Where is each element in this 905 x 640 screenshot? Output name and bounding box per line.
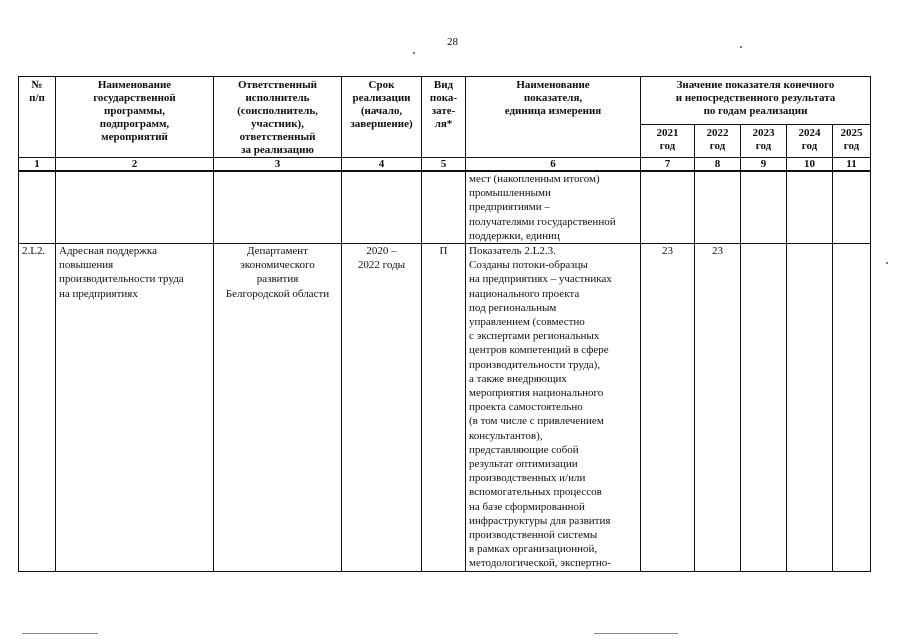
cell-value-2022 (695, 171, 741, 244)
table-row (19, 244, 871, 572)
cell-num: 2.L2. (19, 244, 56, 572)
cell-indicator-name: мест (накопленным итогом) промышленными предприятиями – получателями государственной поддержки, единиц (466, 171, 641, 244)
header-num: № п/п (19, 77, 56, 158)
cell-num (19, 171, 56, 244)
bottom-rule-right (594, 633, 678, 634)
cell-value-2025 (833, 244, 871, 572)
cell-term: 2020 – 2022 годы (342, 244, 422, 572)
cell-value-2022: 23 (695, 244, 741, 572)
cell-indicator-type (422, 171, 466, 244)
cell-value-2021: 23 (641, 244, 695, 572)
header-year-2025: 2025 год (833, 124, 871, 157)
column-number: 6 (466, 158, 641, 172)
column-number: 4 (342, 158, 422, 172)
header-values-group: Значение показателя конечного и непосредственного результата по годам реализации (641, 77, 871, 125)
header-year-2021: 2021 год (641, 124, 695, 157)
column-number: 11 (833, 158, 871, 172)
header-responsible: Ответственный исполнитель (соисполнитель, участник), ответственный за реализацию (214, 77, 342, 158)
column-number: 7 (641, 158, 695, 172)
header-row-1 (19, 77, 871, 125)
column-number: 3 (214, 158, 342, 172)
header-year-2022: 2022 год (695, 124, 741, 157)
header-indicator-type: Вид пока- зате- ля* (422, 77, 466, 158)
scan-speck (886, 262, 888, 264)
indicator-table (18, 76, 871, 572)
column-number: 1 (19, 158, 56, 172)
column-number: 8 (695, 158, 741, 172)
column-number-row (19, 158, 871, 172)
cell-value-2021 (641, 171, 695, 244)
column-number: 5 (422, 158, 466, 172)
header-indicator-name: Наименование показателя, единица измерения (466, 77, 641, 158)
page-number: 28 (447, 36, 458, 48)
cell-value-2024 (787, 171, 833, 244)
cell-indicator-name: Показатель 2.L2.3. Созданы потоки-образцы на предприятиях – участниках национального проекта под региональным управлением (совместно с экспертами региональных центров компетенций в сфере производительности труда), а также внедряющих мероприятия национального проекта самостоятельно (в том числе с привлечением консультантов), представляющие собой результат оптимизации производственных и/или вспомогательных процессов на базе сформированной инфраструктуры для развития производственной системы в рамках организационной, методологической, экспертно- (466, 244, 641, 572)
cell-value-2023 (741, 244, 787, 572)
cell-responsible: Департамент экономического развития Белгородской области (214, 244, 342, 572)
scan-speck (413, 52, 415, 54)
header-year-2023: 2023 год (741, 124, 787, 157)
cell-term (342, 171, 422, 244)
header-year-2024: 2024 год (787, 124, 833, 157)
table-row (19, 171, 871, 244)
cell-value-2023 (741, 171, 787, 244)
cell-program-name: Адресная поддержка повышения производительности труда на предприятиях (56, 244, 214, 572)
cell-indicator-type: П (422, 244, 466, 572)
scan-speck (740, 46, 742, 48)
bottom-rule-left (22, 633, 98, 634)
cell-value-2024 (787, 244, 833, 572)
cell-responsible (214, 171, 342, 244)
header-term: Срок реализации (начало, завершение) (342, 77, 422, 158)
cell-program-name (56, 171, 214, 244)
column-number: 9 (741, 158, 787, 172)
header-program-name: Наименование государственной программы, подпрограмм, мероприятий (56, 77, 214, 158)
column-number: 10 (787, 158, 833, 172)
column-number: 2 (56, 158, 214, 172)
cell-value-2025 (833, 171, 871, 244)
